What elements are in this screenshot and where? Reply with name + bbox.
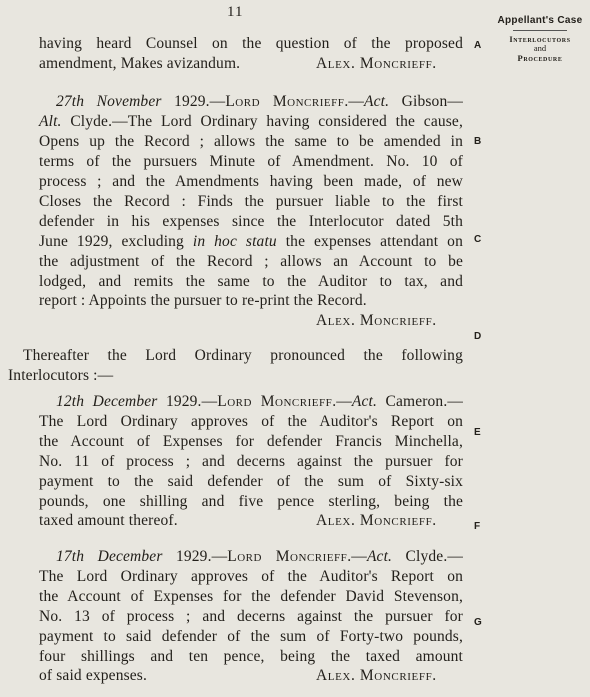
para5-line4: No. 13 of process ; and decerns against the pursuer for [39,608,463,625]
margin-heading-and: and [533,43,547,54]
para1-signature: Alex. Moncrieff. [316,55,437,72]
para5-signature: Alex. Moncrieff. [316,667,437,684]
margin-heading-line1: Interlocutors [509,33,571,44]
margin-heading-line2: Procedure [517,53,563,64]
margin-letter-d: D [474,331,482,342]
margin-letter-g: G [474,617,482,628]
para2-line5: process ; and the Amendments having been made, of new [39,173,463,190]
para1-line2: amendment, Makes avizandum. [39,55,241,72]
para1-line1: having heard Counsel on the question of the proposed [39,35,463,52]
para5-date: 17th December [56,548,163,565]
para5-line5: payment to said defender of the sum of Forty-two pounds, [39,628,463,645]
para5-line2: The Lord Ordinary approves of the Auditor's Report on [39,568,463,585]
para2-year: 1929.— [174,93,226,110]
para2-line7: defender in his expenses since the Interlocutor dated 5th [39,213,463,230]
para2-line1: 27th November 1929.—Lord Moncrieff.—Act. Gibson— [56,93,464,110]
para5-line3: the Account of Expenses for the defender David Stevenson, [39,588,463,605]
para5-line6: four shillings and ten pence, being the taxed amount [39,648,463,665]
margin-letter-b: B [474,136,482,147]
para2-line2: Alt. Clyde.—The Lord Ordinary having considered the cause, [39,113,463,130]
para2-line4: terms of the pursuers Minute of Amendment. No. 10 of [39,153,463,170]
para4-line4: No. 11 of process ; and decerns against the pursuer for [39,453,463,470]
margin-letter-a: A [474,40,482,51]
para2-lord: Lord Moncrieff [225,93,345,110]
para2-date: 27th November [56,93,162,110]
para2-act: Act. [364,93,390,110]
margin-letter-c: C [474,234,482,245]
margin-heading-title: Appellant's Case [497,15,583,26]
page-number: 11 [227,4,244,20]
para4-line2: The Lord Ordinary approves of the Auditor's Report on [39,413,463,430]
para2-signature: Alex. Moncrieff. [316,312,437,329]
para2-line9: the adjustment of the Record ; allows an Account to be [39,253,463,270]
para5-lord: Lord Moncrieff [227,548,348,565]
para5-line1: 17th December 1929.—Lord Moncrieff.—Act. Clyde.— [56,548,463,565]
para4-line5: payment to the said defender of the sum of Sixty-six [39,473,463,490]
para3-line2: Interlocutors :— [8,367,114,384]
para3-line1: Thereafter the Lord Ordinary pronounced the following [23,347,463,364]
para2-line8: June 1929, excluding in hoc statu the expenses attendant on [39,233,463,250]
para2-act-name: Gibson— [401,93,464,110]
para2-line3: Opens up the Record ; allows the same to be amended in [39,133,463,150]
para4-line7: taxed amount thereof. [39,512,178,529]
para2-alt: Alt. [39,113,62,130]
para4-line6: pounds, one shilling and five pence sterling, being the [39,493,463,510]
margin-letter-f: F [474,521,481,532]
para4-line3: the Account of Expenses for defender Francis Minchella, [39,433,463,450]
para2-line6: Closes the Record : Finds the pursuer liable to the first [39,193,463,210]
para5-line7: of said expenses. [39,667,148,684]
para4-line1: 12th December 1929.—Lord Moncrieff.—Act. Cameron.— [56,393,464,410]
para2-line11: report : Appoints the pursuer to re-print the Record. [39,292,367,309]
para4-signature: Alex. Moncrieff. [316,512,437,529]
para4-date: 12th December [56,393,158,410]
para2-line10: lodged, and remits the same to the Auditor to tax, and [39,273,463,290]
para4-lord: Lord Moncrieff [217,393,333,410]
margin-letter-e: E [474,427,481,438]
